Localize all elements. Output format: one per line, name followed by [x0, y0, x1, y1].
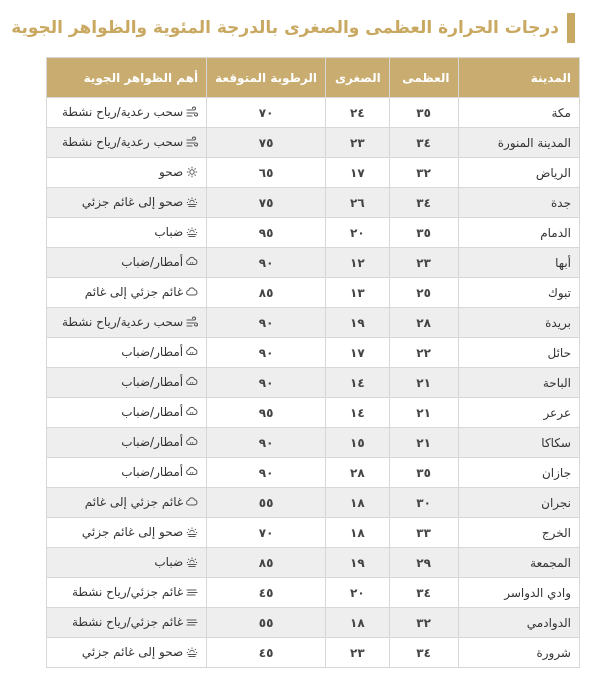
table-row: [47, 218, 580, 248]
rain-cloud-icon: [186, 436, 198, 448]
weather-text: غائم جزئي إلى غائم: [84, 494, 184, 509]
table-row: [47, 278, 580, 308]
cell-humidity: ٤٥: [207, 578, 326, 608]
table-row: [47, 128, 580, 158]
cell-humidity: ٩٠: [207, 458, 326, 488]
cell-weather: [47, 218, 207, 248]
weather-text: ضباب: [154, 224, 184, 239]
cell-max: ٣٢: [389, 158, 458, 188]
weather-text: أمطار/ضباب: [121, 254, 184, 269]
cell-weather: [47, 338, 207, 368]
weather-text: أمطار/ضباب: [121, 404, 184, 419]
cell-humidity: ٥٥: [207, 488, 326, 518]
sun-haze-icon: [186, 556, 198, 568]
rain-cloud-icon: [186, 256, 198, 268]
page-title: درجات الحرارة العظمى والصغرى بالدرجة المئوية والظواهر الجوية: [11, 18, 559, 38]
cell-city: أبها: [458, 248, 580, 278]
weather-table: [46, 57, 580, 668]
weather-label: [82, 645, 198, 659]
cell-max: ٢٢: [389, 338, 458, 368]
weather-text: صحو إلى غائم جزئي: [81, 644, 184, 659]
cell-city: مكة: [458, 98, 580, 128]
weather-label: [121, 435, 198, 449]
cell-max: ٣٤: [389, 188, 458, 218]
cell-max: ٣٤: [389, 128, 458, 158]
table-header-row: [47, 58, 580, 98]
weather-text: غائم جزئي/رياح نشطة: [71, 584, 184, 599]
weather-label: [62, 105, 198, 119]
cell-weather: [47, 158, 207, 188]
weather-text: سحب رعدية/رياح نشطة: [61, 134, 184, 149]
cell-weather: [47, 188, 207, 218]
weather-label: [121, 465, 198, 479]
weather-text: سحب رعدية/رياح نشطة: [61, 104, 184, 119]
cell-min: ١٨: [326, 608, 390, 638]
cell-min: ٢٤: [326, 98, 390, 128]
wind-icon: [186, 106, 198, 118]
table-row: [47, 98, 580, 128]
weather-label: [121, 345, 198, 359]
weather-text: أمطار/ضباب: [121, 464, 184, 479]
cell-min: ١٧: [326, 338, 390, 368]
cell-max: ٢١: [389, 368, 458, 398]
weather-text: أمطار/ضباب: [121, 344, 184, 359]
cell-city: وادي الدواسر: [458, 578, 580, 608]
sun-haze-icon: [186, 646, 198, 658]
cell-weather: [47, 608, 207, 638]
cell-min: ١٨: [326, 488, 390, 518]
cell-humidity: ٩٠: [207, 368, 326, 398]
cell-min: ٢٨: [326, 458, 390, 488]
table-row: [47, 248, 580, 278]
cell-city: شرورة: [458, 638, 580, 668]
cell-min: ١٢: [326, 248, 390, 278]
cell-min: ١٧: [326, 158, 390, 188]
cell-humidity: ٧٠: [207, 518, 326, 548]
table-row: [47, 338, 580, 368]
weather-text: صحو: [159, 164, 184, 179]
cell-weather: [47, 458, 207, 488]
cell-humidity: ٤٥: [207, 638, 326, 668]
cell-max: ٣٥: [389, 218, 458, 248]
header-humidity: الرطوبة المتوقعة: [207, 58, 326, 98]
cell-city: نجران: [458, 488, 580, 518]
cell-weather: [47, 308, 207, 338]
weather-label: [121, 375, 198, 389]
cell-weather: [47, 638, 207, 668]
cell-max: ٣٤: [389, 578, 458, 608]
cell-max: ٣٠: [389, 488, 458, 518]
table-row: [47, 548, 580, 578]
weather-text: أمطار/ضباب: [121, 434, 184, 449]
cell-weather: [47, 368, 207, 398]
cell-weather: [47, 488, 207, 518]
table-row: [47, 308, 580, 338]
cell-weather: [47, 428, 207, 458]
rain-cloud-icon: [186, 406, 198, 418]
cell-city: المدينة المنورة: [458, 128, 580, 158]
rain-cloud-icon: [186, 376, 198, 388]
weather-label: [62, 135, 198, 149]
table-row: [47, 398, 580, 428]
cell-max: ٢١: [389, 398, 458, 428]
cell-weather: [47, 398, 207, 428]
cell-min: ١٩: [326, 308, 390, 338]
weather-label: [154, 555, 198, 569]
weather-label: [159, 165, 198, 179]
weather-label: [82, 525, 198, 539]
cell-min: ٢٠: [326, 218, 390, 248]
cell-humidity: ٩٠: [207, 248, 326, 278]
cell-max: ٢٨: [389, 308, 458, 338]
cloud-icon: [186, 496, 198, 508]
cell-humidity: ٩٥: [207, 398, 326, 428]
cell-max: ٢٣: [389, 248, 458, 278]
weather-label: [62, 315, 198, 329]
cell-city: الدمام: [458, 218, 580, 248]
cell-humidity: ٩٠: [207, 308, 326, 338]
cell-humidity: ٩٥: [207, 218, 326, 248]
header-weather: أهم الظواهر الجوية: [47, 58, 207, 98]
table-row: [47, 188, 580, 218]
sun-haze-icon: [186, 196, 198, 208]
weather-label: [121, 255, 198, 269]
weather-label: [82, 195, 198, 209]
cell-max: ٣٣: [389, 518, 458, 548]
weather-label: [85, 495, 198, 509]
cell-humidity: ٩٠: [207, 428, 326, 458]
cell-city: جدة: [458, 188, 580, 218]
cell-max: ٢٩: [389, 548, 458, 578]
header-city: المدينة: [458, 58, 580, 98]
table-row: [47, 428, 580, 458]
cell-max: ٣٤: [389, 638, 458, 668]
rain-cloud-icon: [186, 466, 198, 478]
table-row: [47, 638, 580, 668]
sun-icon: [186, 166, 198, 178]
cell-min: ١٥: [326, 428, 390, 458]
cell-weather: [47, 518, 207, 548]
wind-icon: [186, 136, 198, 148]
cell-humidity: ٧٥: [207, 188, 326, 218]
cell-min: ١٨: [326, 518, 390, 548]
weather-text: غائم جزئي/رياح نشطة: [71, 614, 184, 629]
table-row: [47, 518, 580, 548]
weather-text: أمطار/ضباب: [121, 374, 184, 389]
cell-humidity: ٦٥: [207, 158, 326, 188]
table-row: [47, 488, 580, 518]
cell-min: ١٣: [326, 278, 390, 308]
cell-weather: [47, 248, 207, 278]
weather-text: ضباب: [154, 554, 184, 569]
cell-weather: [47, 128, 207, 158]
weather-label: [72, 585, 198, 599]
weather-label: [72, 615, 198, 629]
cell-min: ٢٣: [326, 128, 390, 158]
cell-weather: [47, 278, 207, 308]
cell-weather: [47, 578, 207, 608]
cell-city: الباحة: [458, 368, 580, 398]
cell-max: ٣٢: [389, 608, 458, 638]
cell-weather: [47, 98, 207, 128]
cell-max: ٢٥: [389, 278, 458, 308]
table-row: [47, 458, 580, 488]
weather-label: [154, 225, 198, 239]
cell-city: تبوك: [458, 278, 580, 308]
rain-cloud-icon: [186, 346, 198, 358]
cell-humidity: ٨٥: [207, 548, 326, 578]
cloud-icon: [186, 286, 198, 298]
wind-lines-icon: [186, 616, 198, 628]
cell-max: ٣٥: [389, 98, 458, 128]
cell-min: ١٤: [326, 368, 390, 398]
cell-city: عرعر: [458, 398, 580, 428]
cell-weather: [47, 548, 207, 578]
header-max: العظمى: [389, 58, 458, 98]
cell-humidity: ٩٠: [207, 338, 326, 368]
table-row: [47, 608, 580, 638]
cell-city: الرياض: [458, 158, 580, 188]
weather-text: غائم جزئي إلى غائم: [84, 284, 184, 299]
title-accent-bar: [567, 13, 575, 43]
cell-min: ٢٣: [326, 638, 390, 668]
cell-humidity: ٨٥: [207, 278, 326, 308]
sun-haze-icon: [186, 526, 198, 538]
cell-min: ٢٦: [326, 188, 390, 218]
cell-min: ١٩: [326, 548, 390, 578]
cell-min: ٢٠: [326, 578, 390, 608]
page-header: [0, 0, 603, 54]
cell-city: الدوادمي: [458, 608, 580, 638]
cell-max: ٢١: [389, 428, 458, 458]
cell-city: جازان: [458, 458, 580, 488]
cell-humidity: ٧٠: [207, 98, 326, 128]
weather-label: [85, 285, 198, 299]
weather-text: سحب رعدية/رياح نشطة: [61, 314, 184, 329]
table-row: [47, 578, 580, 608]
cell-city: حائل: [458, 338, 580, 368]
cell-humidity: ٧٥: [207, 128, 326, 158]
table-body: [47, 98, 580, 668]
table-row: [47, 158, 580, 188]
sun-haze-icon: [186, 226, 198, 238]
cell-city: المجمعة: [458, 548, 580, 578]
weather-text: صحو إلى غائم جزئي: [81, 524, 184, 539]
cell-city: بريدة: [458, 308, 580, 338]
wind-icon: [186, 316, 198, 328]
cell-humidity: ٥٥: [207, 608, 326, 638]
header-min: الصغرى: [326, 58, 390, 98]
cell-min: ١٤: [326, 398, 390, 428]
cell-city: الخرج: [458, 518, 580, 548]
weather-label: [121, 405, 198, 419]
weather-text: صحو إلى غائم جزئي: [81, 194, 184, 209]
cell-max: ٣٥: [389, 458, 458, 488]
cell-city: سكاكا: [458, 428, 580, 458]
wind-lines-icon: [186, 586, 198, 598]
table-row: [47, 368, 580, 398]
